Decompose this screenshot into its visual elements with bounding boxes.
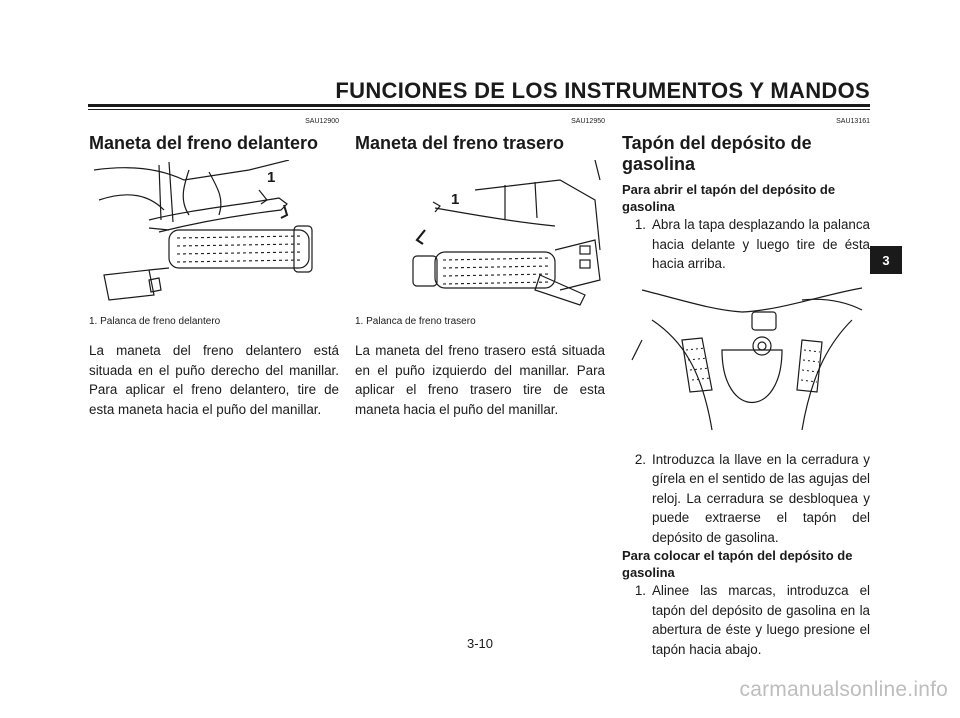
page-header-title: FUNCIONES DE LOS INSTRUMENTOS Y MANDOS [335,78,870,103]
step-text: Introduzca la llave en la cerradura y gírela en el sentido de las agujas del reloj. La cerradura se desbloquea y puede extraerse el tapón del depósito de gasolina. [652,451,870,545]
section-body: La maneta del freno trasero está situada en el puño izquierdo del manillar. Para aplicar el freno trasero tire de esta maneta hacia el puño del manillar. [355,343,605,417]
section-code: SAU13161 [836,118,870,125]
section-heading: Tapón del depósito de gasolina [622,133,812,174]
step-number: 1. [634,217,646,232]
section-front-brake [89,118,339,419]
section-rear-brake [355,118,605,419]
subheading-open: Para abrir el tapón del depósito de gasolina [622,182,836,214]
step-item [622,581,870,659]
section-code: SAU12950 [571,118,605,125]
step-number: 2. [634,451,646,467]
step-item [622,215,870,274]
section-heading: Maneta del freno trasero [355,133,565,153]
section-body: La maneta del freno delantero está situada en el puño derecho del manillar. Para aplicar el freno delantero, tire de esta maneta hacia el puño del manillar. [89,343,339,417]
step-text: Abra la tapa desplazando la palanca hacia delante y luego tire de ésta hacia arriba. [652,217,870,271]
section-fuel-cap [622,118,870,659]
callout-number: 1 [451,191,460,208]
front-brake-lever-illustration [89,160,339,308]
header-rule-thin [88,109,870,110]
fuel-cap-illustration [622,280,870,440]
step-text: Alinee las marcas, introduzca el tapón del depósito de gasolina en la abertura de éste y luego presione el tapón hacia abajo. [652,583,870,657]
step-number: 1. [634,583,646,598]
figure-caption: 1. Palanca de freno trasero [355,316,476,327]
callout-number: 1 [267,169,276,186]
figure-caption: 1. Palanca de freno delantero [89,316,221,327]
section-code: SAU12900 [305,118,339,125]
watermark: carmanualsonline.info [739,678,948,701]
page-number: 3-10 [466,636,494,651]
step-item [622,450,870,548]
rear-brake-lever-illustration [355,160,605,308]
subheading-close: Para colocar el tapón del depósito de gasolina [622,548,853,580]
chapter-tab: 3 [870,246,902,274]
header-rule [88,104,870,107]
section-heading: Maneta del freno delantero [89,133,319,153]
